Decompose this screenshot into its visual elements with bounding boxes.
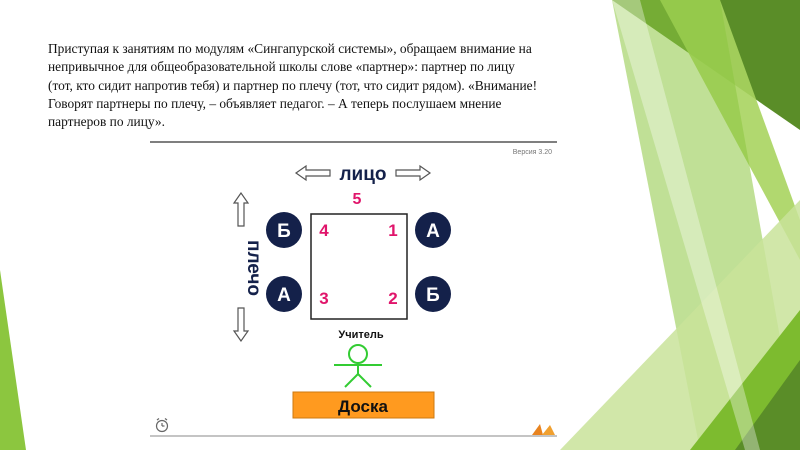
paragraph-line-4: Говорят партнеры по плечу, – объявляет педагог. – А теперь послушаем мнение — [48, 95, 502, 111]
seating-diagram — [150, 141, 557, 437]
board-label: Доска — [338, 397, 388, 416]
partner-bottom-right-letter: Б — [426, 285, 440, 306]
paragraph-line-2: непривычное для общеобразовательной школы слове «партнер»: партнер по лицу — [48, 59, 515, 75]
paragraph-line-3: (тот, кто сидит напротив тебя) и партнер по плечу (тот, что сидит рядом). «Внимание! — [48, 77, 538, 93]
partner-bottom-left — [266, 276, 302, 312]
seat-number-2: 2 — [388, 289, 398, 308]
version-label: Версия 3.20 — [512, 149, 552, 156]
partner-bottom-right — [415, 276, 451, 312]
seat-number-1: 1 — [388, 221, 398, 240]
seat-number-5: 5 — [352, 191, 362, 208]
partner-top-left-letter: Б — [277, 221, 291, 242]
paragraph-line-5: партнеров по лицу». — [48, 114, 165, 130]
partner-top-right-letter: А — [426, 221, 440, 242]
face-label: лицо — [339, 164, 387, 185]
green-stripe-left — [0, 270, 26, 450]
paragraph-line-1: Приступая к занятиям по модулям «Сингапурской системы», обращаем внимание на — [48, 41, 532, 56]
teacher-label: Учитель — [338, 329, 384, 341]
slide-paragraph — [48, 40, 613, 131]
shoulder-label: плечо — [243, 239, 264, 297]
partner-top-left — [266, 212, 302, 248]
seat-number-3: 3 — [319, 289, 329, 308]
partner-top-right — [415, 212, 451, 248]
seat-number-4: 4 — [319, 221, 329, 240]
partner-bottom-left-letter: А — [277, 285, 291, 306]
